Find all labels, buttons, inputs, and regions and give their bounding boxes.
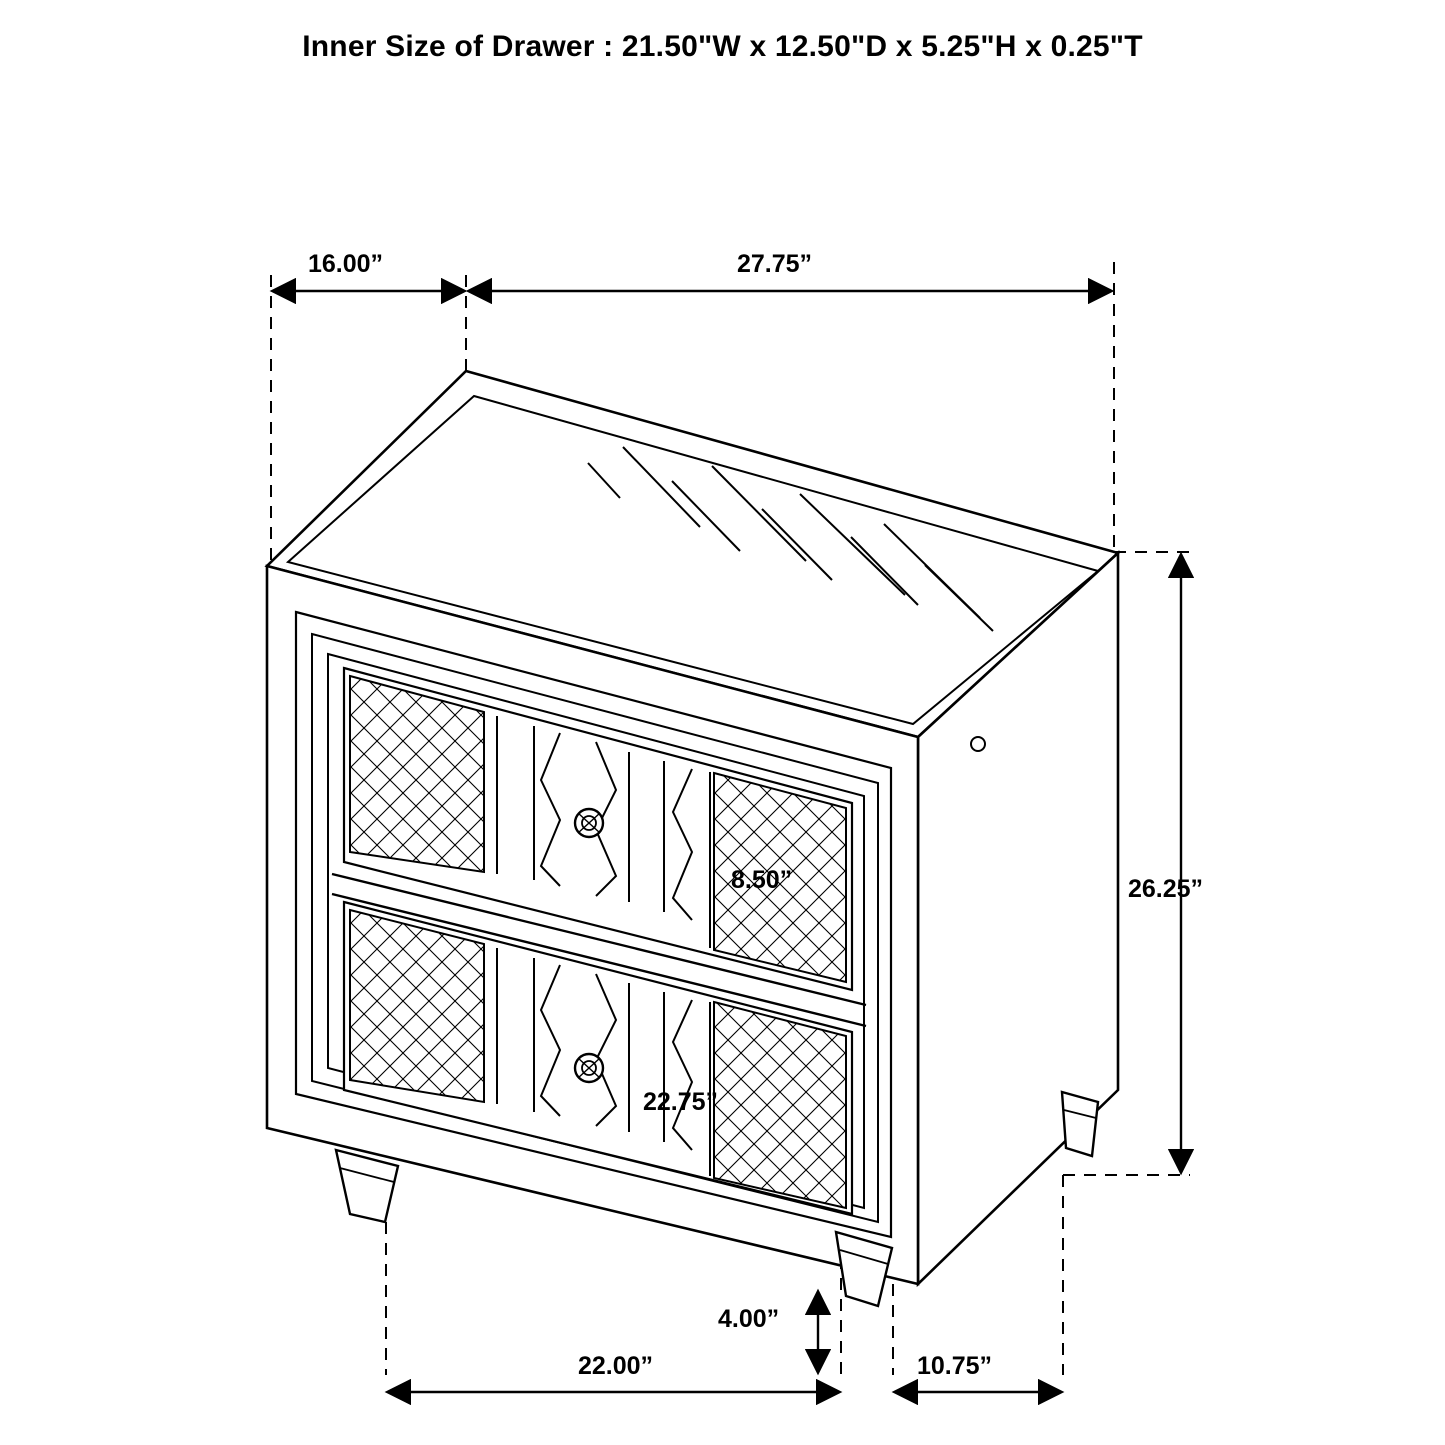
dim-label-depth-top-left: 16.00” <box>308 250 384 278</box>
drawer-knob-lower[interactable] <box>575 1054 603 1082</box>
leg-front-left <box>336 1150 398 1222</box>
dim-label-drawer-height: 8.50” <box>731 866 793 894</box>
dim-label-height-right: 26.25” <box>1128 875 1204 903</box>
dim-label-leg-height: 4.00” <box>718 1305 780 1333</box>
dim-label-width-top-right: 27.75” <box>737 250 813 278</box>
dim-label-drawer-width: 22.75” <box>643 1088 719 1116</box>
leg-back-right <box>1062 1092 1098 1156</box>
drawer-knob-upper[interactable] <box>575 809 603 837</box>
page-title: Inner Size of Drawer : 21.50"W x 12.50"D x 5.25"H x 0.25"T <box>302 30 1143 63</box>
dim-label-base-width: 22.00” <box>578 1352 654 1380</box>
dim-label-base-side: 10.75” <box>917 1352 993 1380</box>
